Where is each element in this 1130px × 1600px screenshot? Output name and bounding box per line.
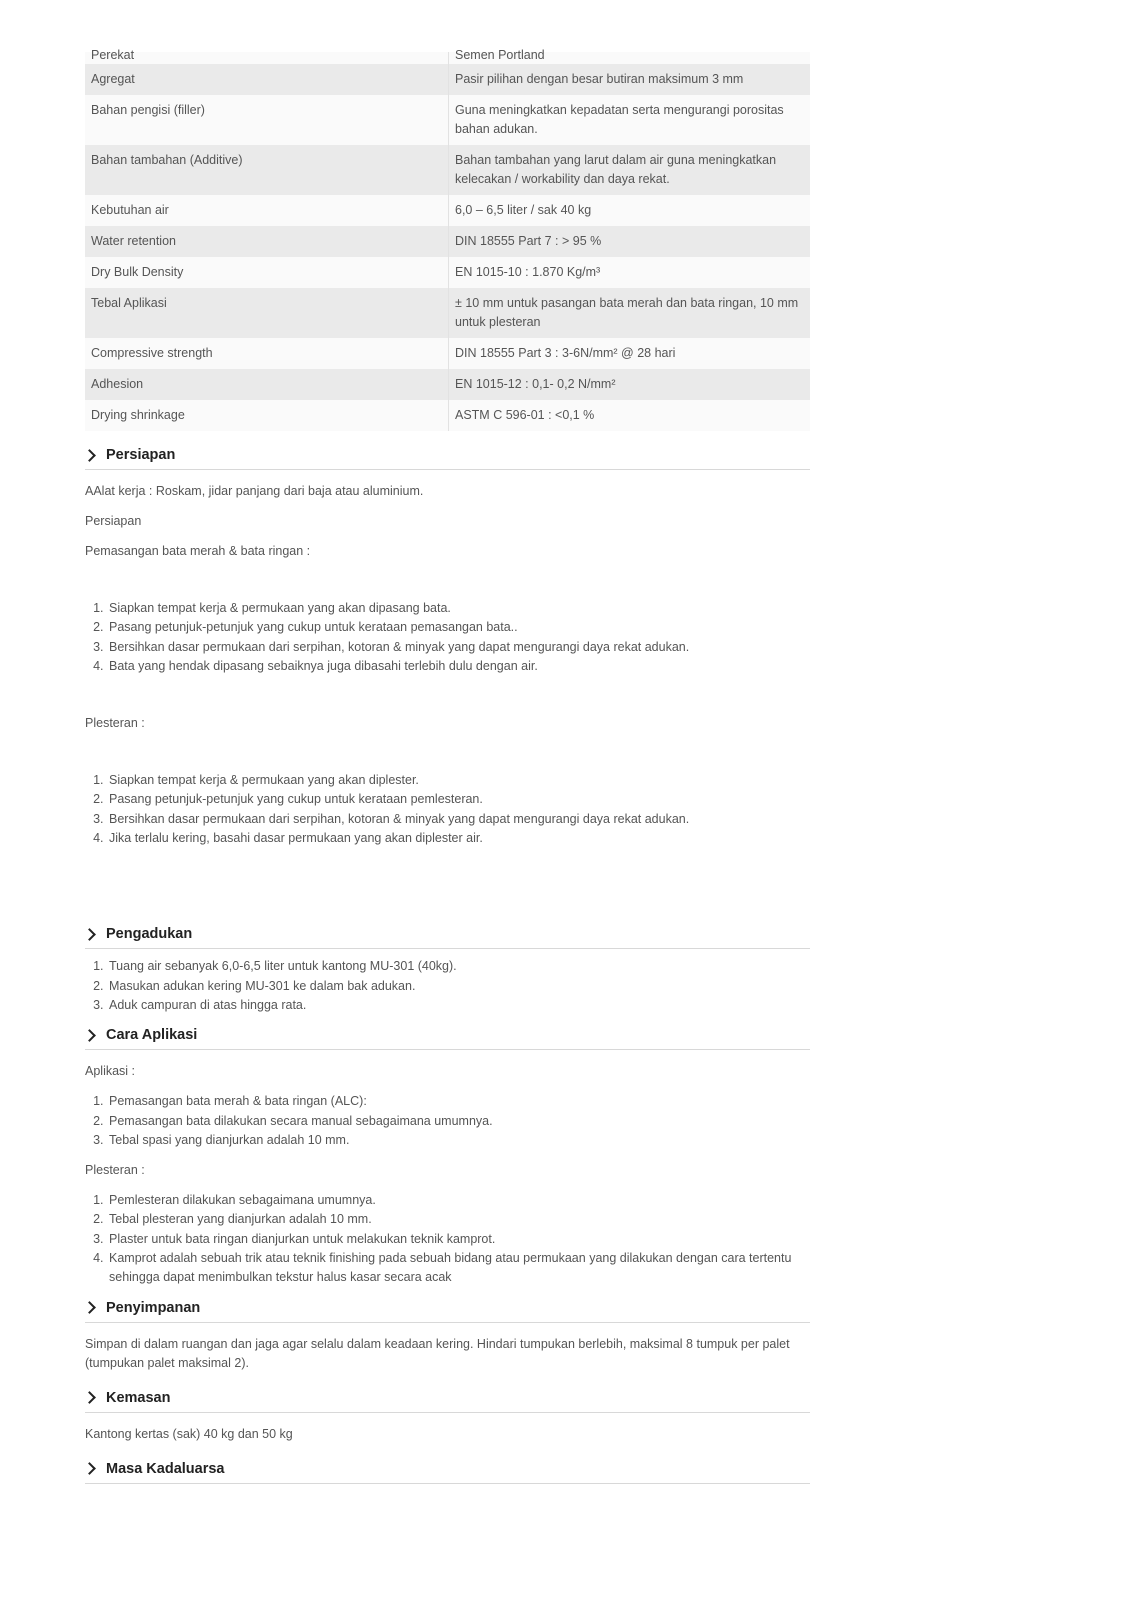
list-item: 1. Pemlesteran dilakukan sebagaimana umumnya.	[107, 1191, 810, 1210]
chevron-right-icon	[83, 1462, 96, 1475]
list-pengadukan	[85, 957, 810, 1015]
spec-value: Pasir pilihan dengan besar butiran maksimum 3 mm	[449, 64, 811, 95]
paragraph: Simpan di dalam ruangan dan jaga agar selalu dalam keadaan kering. Hindari tumpukan berlebih, maksimal 8 tumpuk per palet (tumpukan palet maksimal 2).	[85, 1336, 790, 1370]
section-title: Persiapan	[106, 447, 176, 463]
chevron-right-icon	[83, 1391, 96, 1404]
list-item: 3. Bersihkan dasar permukaan dari serpihan, kotoran & minyak yang dapat mengurangi daya rekat adukan.	[107, 638, 810, 657]
spec-value: 6,0 – 6,5 liter / sak 40 kg	[449, 195, 811, 226]
spec-value: EN 1015-12 : 0,1- 0,2 N/mm²	[449, 369, 811, 400]
spec-value: Bahan tambahan yang larut dalam air guna meningkatkan kelecakan / workability dan daya rekat.	[449, 145, 811, 195]
section-title: Pengadukan	[106, 926, 193, 943]
list-item: 3. Aduk campuran di atas hingga rata.	[107, 996, 810, 1015]
list-item: 2. Tebal plesteran yang dianjurkan adalah 10 mm.	[107, 1210, 810, 1229]
list-item: 2. Pasang petunjuk-petunjuk yang cukup untuk kerataan pemasangan bata..	[107, 618, 810, 637]
list-item: 2. Pasang petunjuk-petunjuk yang cukup untuk kerataan pemlesteran.	[107, 790, 810, 809]
paragraph: Persiapan	[85, 514, 142, 528]
paragraph: Plesteran :	[85, 1163, 145, 1178]
paragraph: Plesteran :	[85, 716, 145, 731]
paragraph: Pemasangan bata merah & bata ringan :	[85, 544, 311, 558]
list-item: 1. Pemasangan bata merah & bata ringan (ALC):	[107, 1092, 810, 1111]
spec-key: Adhesion	[85, 369, 449, 400]
spec-key: Agregat	[85, 64, 449, 95]
section-header-masa-kadaluarsa[interactable]	[85, 1455, 810, 1484]
section-header-persiapan[interactable]	[85, 441, 810, 470]
spec-row	[85, 95, 810, 145]
section-title: Kemasan	[106, 1389, 171, 1406]
spec-row	[85, 288, 810, 338]
spec-key: Bahan tambahan (Additive)	[85, 145, 449, 195]
list-item: 4. Jika terlalu kering, basahi dasar permukaan yang akan diplester air.	[107, 829, 810, 848]
spec-value: ± 10 mm untuk pasangan bata merah dan bata ringan, 10 mm untuk plesteran	[449, 288, 811, 338]
spec-value: ASTM C 596-01 : <0,1 %	[449, 400, 811, 431]
list-plesteran-aplikasi	[85, 1191, 810, 1287]
section-header-penyimpanan[interactable]	[85, 1294, 810, 1323]
section-title: Penyimpanan	[106, 1299, 201, 1316]
spec-key: Kebutuhan air	[85, 195, 449, 226]
list-pemasangan	[85, 599, 810, 676]
spec-key: Tebal Aplikasi	[85, 288, 449, 338]
paragraph: Aplikasi :	[85, 1064, 136, 1079]
list-item: 4. Bata yang hendak dipasang sebaiknya juga dibasahi terlebih dulu dengan air.	[107, 657, 810, 676]
spec-key: Perekat	[91, 48, 135, 62]
section-header-cara-aplikasi[interactable]	[85, 1021, 810, 1050]
chevron-right-icon	[83, 1029, 96, 1042]
section-header-pengadukan[interactable]	[85, 920, 810, 949]
spec-row	[85, 145, 810, 195]
document-content	[85, 48, 810, 1496]
spec-value: DIN 18555 Part 3 : 3-6N/mm² @ 28 hari	[449, 338, 811, 369]
spec-value: Guna meningkatkan kepadatan serta mengurangi porositas bahan adukan.	[449, 95, 811, 145]
section-title: Cara Aplikasi	[106, 1027, 198, 1044]
list-item: 1. Tuang air sebanyak 6,0-6,5 liter untuk kantong MU-301 (40kg).	[107, 957, 810, 976]
chevron-right-icon	[83, 1301, 96, 1314]
spec-row	[85, 257, 810, 288]
spec-value: DIN 18555 Part 7 : > 95 %	[449, 226, 811, 257]
spec-row	[85, 64, 810, 95]
spec-row	[85, 400, 810, 431]
list-item: 4. Kamprot adalah sebuah trik atau teknik finishing pada sebuah bidang atau permukaan yang dilakukan dengan cara tertentu sehingga dapat menimbulkan tekstur halus kasar secara acak	[107, 1249, 810, 1288]
paragraph: AAlat kerja : Roskam, jidar panjang dari baja atau aluminium.	[85, 484, 424, 498]
spec-key: Drying shrinkage	[85, 400, 449, 431]
list-item: 1. Siapkan tempat kerja & permukaan yang akan dipasang bata.	[107, 599, 810, 618]
spec-key: Dry Bulk Density	[85, 257, 449, 288]
spec-row	[85, 195, 810, 226]
spec-table	[85, 48, 810, 431]
spec-row-perekat	[85, 52, 810, 64]
list-plesteran	[85, 771, 810, 848]
list-item: 2. Pemasangan bata dilakukan secara manual sebagaimana umumnya.	[107, 1112, 810, 1131]
list-item: 2. Masukan adukan kering MU-301 ke dalam bak adukan.	[107, 977, 810, 996]
spec-row	[85, 369, 810, 400]
spec-key: Water retention	[85, 226, 449, 257]
paragraph: Kantong kertas (sak) 40 kg dan 50 kg	[85, 1426, 293, 1441]
list-aplikasi	[85, 1092, 810, 1150]
spec-value: EN 1015-10 : 1.870 Kg/m³	[449, 257, 811, 288]
chevron-right-icon	[83, 928, 96, 941]
spec-value: Semen Portland	[455, 48, 545, 62]
spec-key: Bahan pengisi (filler)	[85, 95, 449, 145]
list-item: 1. Siapkan tempat kerja & permukaan yang akan diplester.	[107, 771, 810, 790]
section-header-kemasan[interactable]	[85, 1384, 810, 1413]
chevron-right-icon	[83, 449, 96, 462]
spec-key: Compressive strength	[85, 338, 449, 369]
spec-row	[85, 226, 810, 257]
section-title: Masa Kadaluarsa	[106, 1460, 225, 1477]
spec-row	[85, 338, 810, 369]
list-item: 3. Bersihkan dasar permukaan dari serpihan, kotoran & minyak yang dapat mengurangi daya rekat adukan.	[107, 810, 810, 829]
list-item: 3. Plaster untuk bata ringan dianjurkan untuk melakukan teknik kamprot.	[107, 1230, 810, 1249]
list-item: 3. Tebal spasi yang dianjurkan adalah 10 mm.	[107, 1131, 810, 1150]
